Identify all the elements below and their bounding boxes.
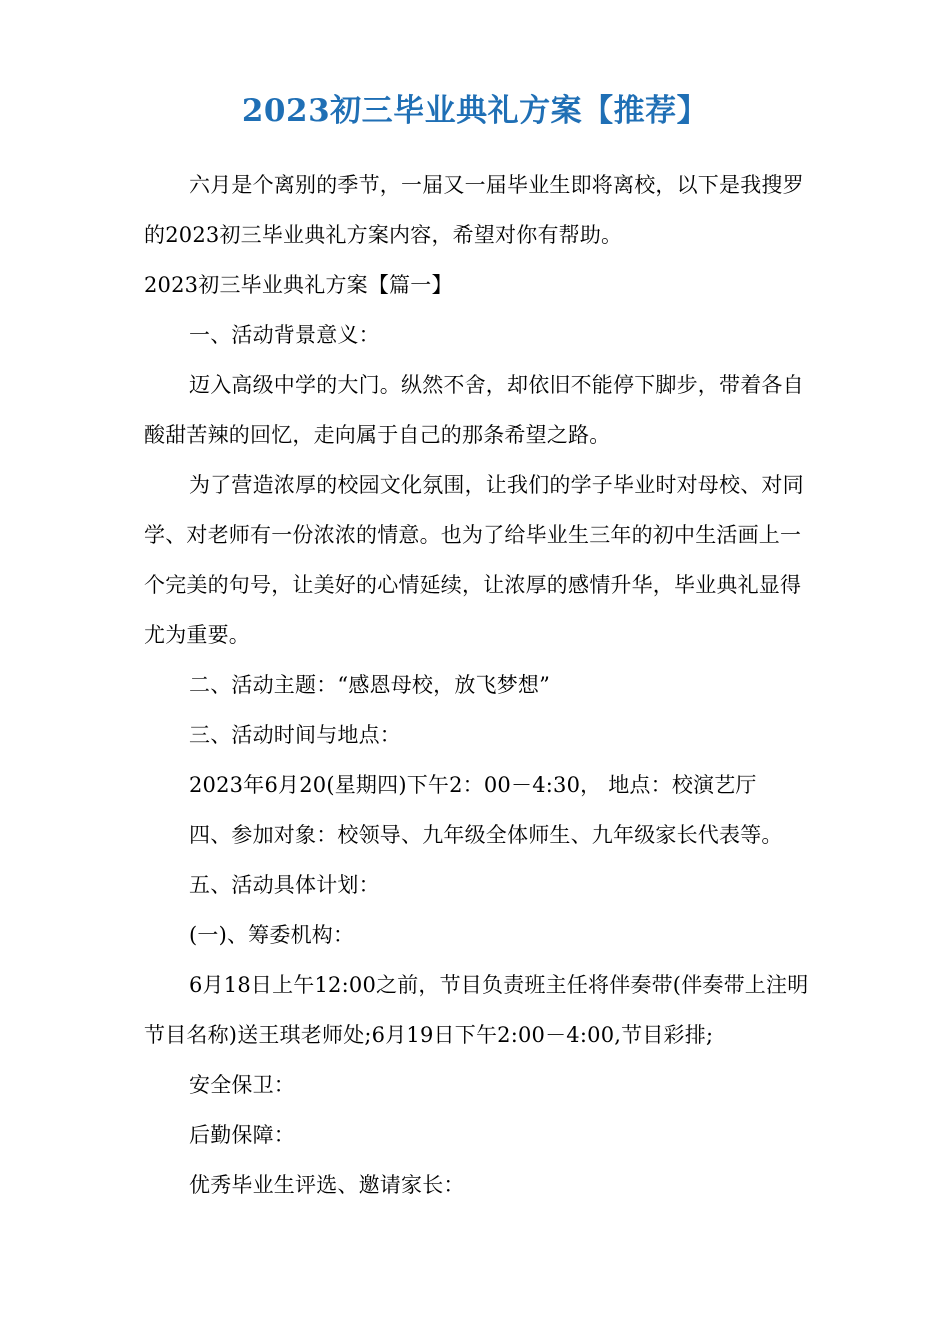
heading-time-place: 三、活动时间与地点： — [189, 723, 401, 747]
paragraph-time-place: 2023年6月20(星期四)下午2：00－4:30， 地点：校演艺厅 — [189, 773, 757, 797]
section-heading-part-one: 2023初三毕业典礼方案【篇一】 — [144, 273, 453, 297]
paragraph-background-1: 迈入高级中学的大门。纵然不舍，却依旧不能停下脚步，带着各自酸甜苦辣的回忆，走向属于自己的那条希望之路。 — [144, 373, 804, 447]
heading-theme: 二、活动主题：“感恩母校，放飞梦想” — [189, 673, 551, 697]
paragraph-schedule: 6月18日上午12:00之前，节目负责班主任将伴奏带(伴奏带上注明节目名称)送王琪老师处;6月19日下午2:00－4:00,节目彩排; — [144, 973, 809, 1047]
document-body — [144, 160, 816, 1210]
item-security: 安全保卫： — [189, 1073, 295, 1097]
paragraph-background-2: 为了营造浓厚的校园文化氛围，让我们的学子毕业时对母校、对同学、对老师有一份浓浓的情意。也为了给毕业生三年的初中生活画上一个完美的句号，让美好的心情延续，让浓厚的感情升华，毕业典礼显得尤为重要。 — [144, 473, 804, 647]
heading-plan: 五、活动具体计划： — [189, 873, 380, 897]
item-outstanding-graduates: 优秀毕业生评选、邀请家长： — [189, 1173, 465, 1197]
item-logistics: 后勤保障： — [189, 1123, 295, 1147]
intro-paragraph: 六月是个离别的季节，一届又一届毕业生即将离校，以下是我搜罗的2023初三毕业典礼方案内容，希望对你有帮助。 — [144, 173, 804, 247]
heading-committee: (一)、筹委机构： — [189, 923, 355, 947]
heading-participants: 四、参加对象：校领导、九年级全体师生、九年级家长代表等。 — [189, 823, 783, 847]
heading-background: 一、活动背景意义： — [189, 323, 380, 347]
document-title: 2023初三毕业典礼方案【推荐】 — [241, 93, 709, 129]
